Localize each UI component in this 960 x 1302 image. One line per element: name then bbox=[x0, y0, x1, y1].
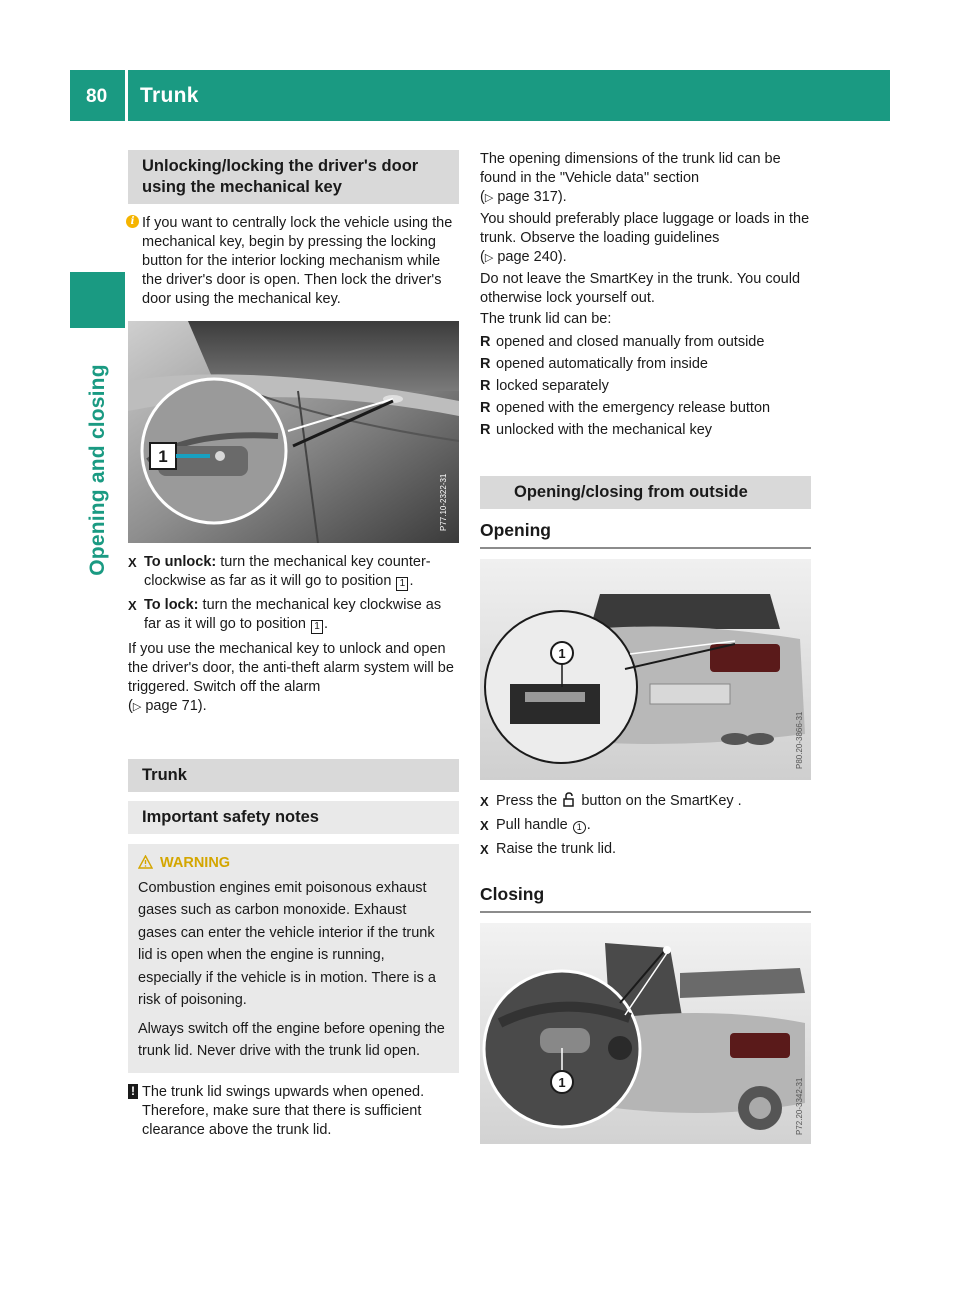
warning-title-text: WARNING bbox=[160, 855, 231, 871]
figure3-callout: 1 bbox=[558, 1075, 566, 1090]
dimensions-text: The opening dimensions of the trunk lid can be found in the "Vehicle data" section bbox=[480, 151, 781, 186]
header-divider bbox=[125, 70, 128, 121]
step-press-text: Press the bbox=[496, 793, 558, 809]
section-heading-outside bbox=[480, 476, 811, 509]
bullet-icon: R bbox=[480, 422, 491, 438]
bullet-icon: R bbox=[480, 334, 491, 350]
step-unlock-end: . bbox=[409, 573, 414, 589]
section-heading-safety bbox=[128, 801, 459, 834]
trunk-lid-options-list bbox=[480, 333, 811, 440]
bullet-icon: R bbox=[480, 378, 491, 394]
bullet-text: locked separately bbox=[496, 378, 609, 394]
trunk-lid-intro: The trunk lid can be: bbox=[480, 311, 612, 327]
notice-note bbox=[128, 1083, 459, 1140]
bullet-text: opened and closed manually from outside bbox=[496, 334, 765, 350]
alarm-page-ref[interactable]: page 71). bbox=[145, 698, 207, 714]
left-column bbox=[128, 150, 459, 1140]
step-arrow-icon: X bbox=[480, 842, 489, 857]
alarm-text: If you use the mechanical key to unlock and open the driver's door, the anti-theft alarm system will be triggered. Switch off the alarm bbox=[128, 641, 454, 695]
list-item bbox=[480, 421, 811, 440]
section-title-line2: using the mechanical key bbox=[142, 178, 342, 196]
vehicle-data-page-ref[interactable]: page 317). bbox=[497, 189, 567, 205]
step-lock-label: To lock: bbox=[144, 597, 199, 613]
step-pull-end: . bbox=[586, 817, 591, 833]
bullet-icon: R bbox=[480, 400, 491, 416]
handle-marker: 1 bbox=[573, 821, 586, 834]
section-heading-unlocking bbox=[128, 150, 459, 204]
step-raise-text: Raise the trunk lid. bbox=[496, 841, 617, 857]
loading-guidelines-page-ref[interactable]: page 240). bbox=[497, 249, 567, 265]
step-unlock bbox=[128, 553, 459, 591]
list-item bbox=[480, 377, 811, 396]
outside-heading: Opening/closing from outside bbox=[514, 483, 748, 501]
closing-heading: Closing bbox=[480, 883, 811, 913]
luggage-text: You should preferably place luggage or loads in the trunk. Observe the loading guidelines bbox=[480, 211, 810, 246]
trunk-open-icon bbox=[561, 792, 577, 808]
step-arrow-icon: X bbox=[128, 598, 137, 613]
position-marker-1: 1 bbox=[311, 620, 323, 634]
step-arrow-icon: X bbox=[480, 818, 489, 833]
figure-door-lock bbox=[128, 321, 459, 543]
trunk-opening-illustration bbox=[480, 559, 811, 780]
warning-triangle-icon bbox=[138, 855, 153, 869]
page-ref-icon: ▷ bbox=[132, 701, 142, 713]
notice-exclamation-icon: ! bbox=[128, 1084, 138, 1099]
bullet-text: unlocked with the mechanical key bbox=[496, 422, 713, 438]
warning-paragraph-1: Combustion engines emit poisonous exhaust gases such as carbon monoxide. Exhaust gases can enter the vehicle interior if the trunk lid is open when the engine is running, especially if the vehicle is in motion. There is a risk of poisoning. bbox=[138, 879, 436, 1008]
safety-heading: Important safety notes bbox=[142, 808, 319, 826]
list-item bbox=[480, 399, 811, 418]
trunk-heading: Trunk bbox=[142, 766, 187, 784]
step-unlock-label: To unlock: bbox=[144, 554, 217, 570]
step-raise-lid bbox=[480, 840, 811, 859]
warning-title bbox=[138, 852, 449, 875]
step-press-button bbox=[480, 792, 811, 811]
page-title: Trunk bbox=[140, 84, 199, 107]
right-column bbox=[480, 150, 811, 1144]
warning-paragraph-2: Always switch off the engine before opening the trunk lid. Never drive with the trunk lid open. bbox=[138, 1020, 445, 1059]
step-unlock-text: turn the mechanical key counter-clockwise as far as it will go to position bbox=[144, 554, 431, 589]
opening-heading: Opening bbox=[480, 519, 811, 549]
step-lock bbox=[128, 596, 459, 634]
step-press-text-end: button on the SmartKey . bbox=[581, 793, 742, 809]
step-arrow-icon: X bbox=[480, 794, 489, 809]
page-number: 80 bbox=[86, 86, 108, 107]
notice-text: The trunk lid swings upwards when opened. Therefore, make sure that there is sufficient clearance above the trunk lid. bbox=[142, 1083, 425, 1138]
step-arrow-icon: X bbox=[128, 555, 137, 570]
section-heading-trunk bbox=[128, 759, 459, 792]
step-lock-text: turn the mechanical key clockwise as far as it will go to position bbox=[144, 597, 442, 632]
trunk-closing-illustration bbox=[480, 923, 811, 1144]
bullet-text: opened with the emergency release button bbox=[496, 400, 771, 416]
figure2-callout: 1 bbox=[558, 646, 566, 661]
position-marker-1: 1 bbox=[396, 577, 408, 591]
luggage-paragraph: You should preferably place luggage or loads in the trunk. Observe the loading guidelines (▷ page 240). bbox=[480, 211, 810, 265]
side-tab-marker bbox=[70, 272, 125, 328]
info-note bbox=[128, 214, 459, 309]
figure1-callout: 1 bbox=[158, 447, 168, 466]
bullet-icon: R bbox=[480, 356, 491, 372]
smartkey-paragraph: Do not leave the SmartKey in the trunk. You could otherwise lock yourself out. bbox=[480, 271, 801, 306]
figure3-code: P72.20-3342-31 bbox=[795, 1077, 804, 1135]
section-title-line1: Unlocking/locking the driver's door bbox=[142, 157, 419, 175]
step-pull-text: Pull handle bbox=[496, 817, 568, 833]
figure2-code: P80.20-3866-31 bbox=[795, 711, 804, 769]
figure-closing bbox=[480, 923, 811, 1144]
page-ref-icon: ▷ bbox=[484, 252, 494, 264]
alarm-paragraph: If you use the mechanical key to unlock and open the driver's door, the anti-theft alarm system will be triggered. Switch off the alarm (▷ page 71). bbox=[128, 641, 454, 714]
list-item bbox=[480, 333, 811, 352]
step-pull-handle bbox=[480, 816, 811, 835]
chapter-label: Opening and closing bbox=[86, 364, 109, 576]
info-icon: i bbox=[126, 215, 139, 228]
page-ref-icon: ▷ bbox=[484, 192, 494, 204]
warning-box bbox=[128, 844, 459, 1073]
door-lock-illustration bbox=[128, 321, 459, 543]
list-item bbox=[480, 355, 811, 374]
step-lock-end: . bbox=[324, 616, 329, 632]
info-text: If you want to centrally lock the vehicle using the mechanical key, begin by pressing the locking button for the interior locking mechanism while the driver's door is open. Then lock the driver's door using the mechanical key. bbox=[142, 215, 453, 307]
figure-opening bbox=[480, 559, 811, 780]
dimensions-paragraph: The opening dimensions of the trunk lid can be found in the "Vehicle data" section (▷ page 317). bbox=[480, 151, 781, 205]
bullet-text: opened automatically from inside bbox=[496, 356, 708, 372]
figure1-code: P77.10-2322-31 bbox=[439, 473, 448, 531]
